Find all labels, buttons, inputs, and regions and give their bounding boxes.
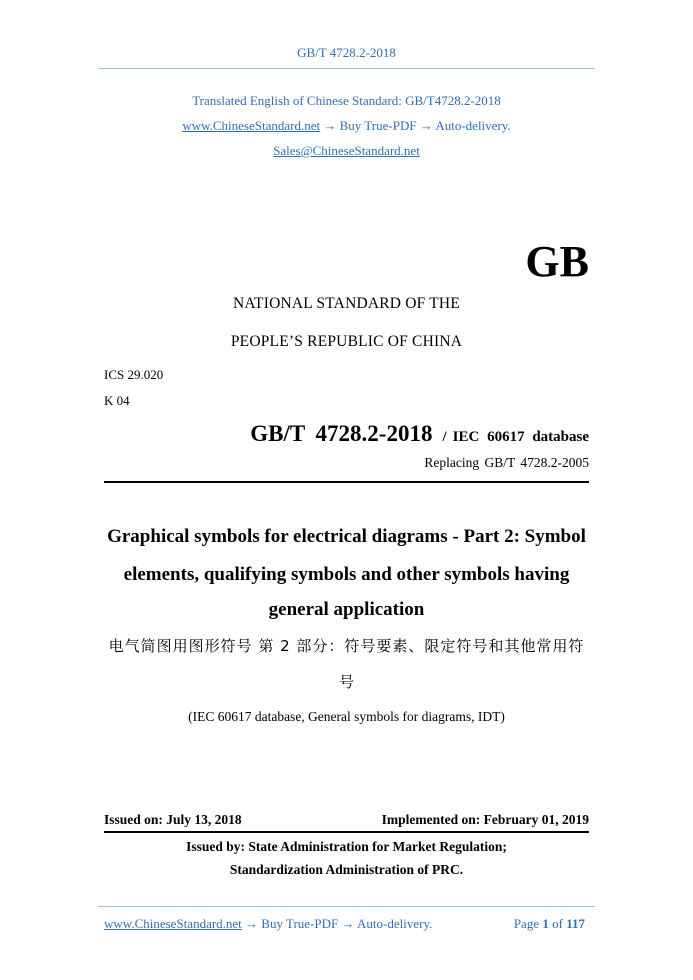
iec-reference: IEC 60617 database [452, 429, 589, 445]
chinese-title-line2: 号 [338, 673, 354, 691]
promo-text: → Buy True-PDF → Auto-delivery. [320, 118, 511, 133]
sales-email-link[interactable]: Sales@ChineseStandard.net [273, 143, 420, 158]
ics-code: ICS 29.020 [104, 367, 164, 382]
page-label: Page [513, 916, 540, 931]
page-total: 117 [566, 916, 585, 931]
english-title-line1: Graphical symbols for electrical diagrams - Part 2: Symbol [107, 526, 586, 547]
english-title-line3: general application [268, 599, 425, 620]
footer-promo-text: → Buy True-PDF → Auto-delivery. [241, 916, 433, 931]
gb-mark: GB [525, 237, 589, 286]
title-rule [104, 481, 589, 483]
standard-number-line [250, 421, 589, 447]
site-link[interactable]: www.ChineseStandard.net [182, 118, 321, 133]
standard-number: GB/T 4728.2-2018 [250, 421, 433, 446]
issuer-line2: Standardization Administration of PRC. [229, 862, 464, 877]
running-header: GB/T 4728.2-2018 [297, 45, 396, 60]
issued-date: Issued on: July 13, 2018 [104, 812, 242, 827]
implemented-date: Implemented on: February 01, 2019 [381, 812, 589, 827]
chinese-title-line1: 电气简图用图形符号 第 2 部分：符号要素、限定符号和其他常用符 [108, 637, 585, 655]
replacing-note: Replacing GB/T 4728.2-2005 [424, 455, 589, 470]
page-number: 1 [542, 916, 549, 931]
footer-rule [98, 906, 595, 907]
issuer-line1: Issued by: State Administration for Market Regulation; [186, 839, 507, 854]
footer-promo [104, 916, 432, 932]
national-standard-line2: PEOPLE’S REPUBLIC OF CHINA [230, 333, 463, 350]
of-label: of [552, 916, 563, 931]
national-standard-line1: NATIONAL STANDARD OF THE [232, 295, 460, 312]
email-line [0, 143, 693, 159]
dates-rule [104, 831, 589, 833]
english-title-line2: elements, qualifying symbols and other symbols having [123, 564, 570, 585]
iec-equivalence-note: (IEC 60617 database, General symbols for diagrams, IDT) [188, 709, 505, 724]
standard-separator: / [442, 429, 447, 445]
page-indicator [514, 916, 585, 932]
classification-code: K 04 [104, 393, 130, 408]
header-rule [98, 68, 595, 69]
promo-line [0, 118, 693, 134]
translation-notice: Translated English of Chinese Standard: GB/T4728.2-2018 [192, 93, 501, 108]
footer-site-link[interactable]: www.ChineseStandard.net [104, 916, 242, 931]
